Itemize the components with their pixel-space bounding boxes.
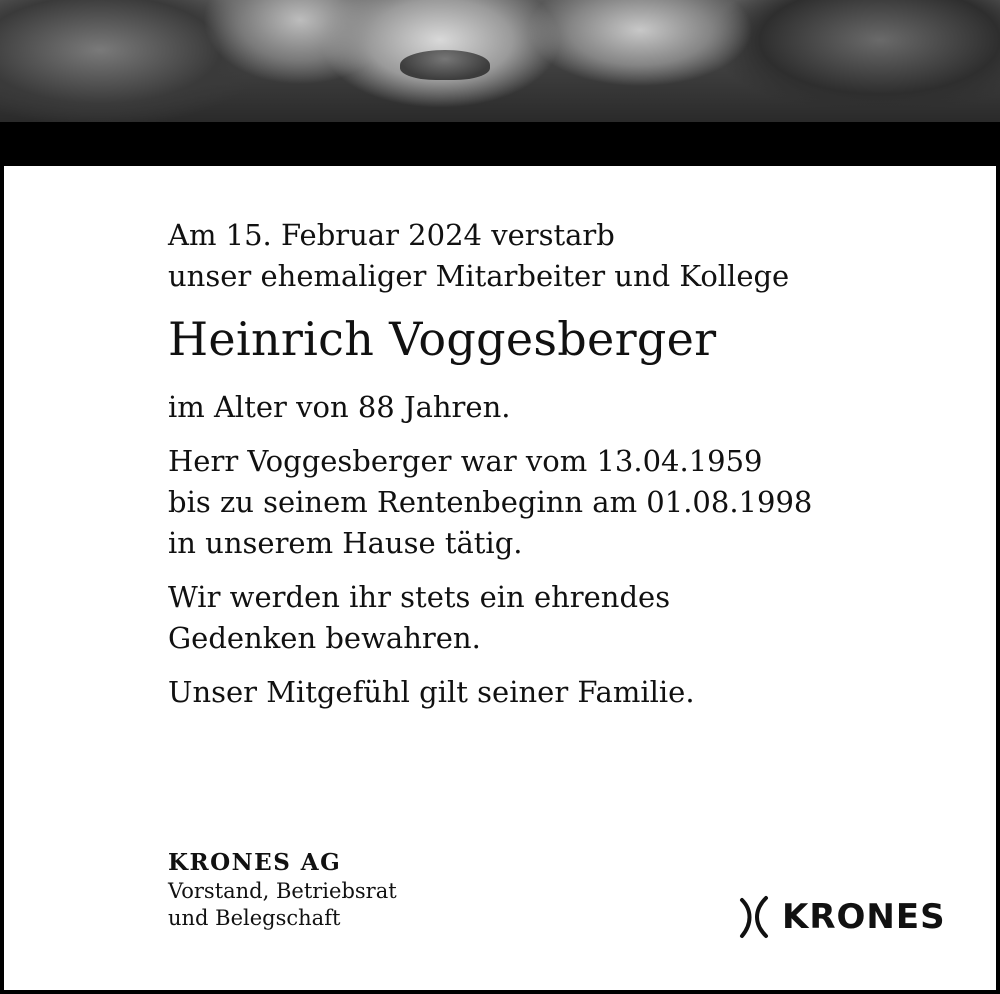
career-line-3: in unserem Hause tätig. xyxy=(168,526,523,560)
krones-logo-icon xyxy=(736,892,776,942)
notice-body xyxy=(168,215,888,713)
company-name: KRONES AG xyxy=(168,849,342,876)
remembrance-line-1: Wir werden ihr stets ein ehrendes xyxy=(168,580,671,614)
deceased-name: Heinrich Voggesberger xyxy=(168,312,717,366)
border-bottom xyxy=(0,990,1000,994)
remembrance-block xyxy=(168,577,888,659)
signature-line-2: und Belegschaft xyxy=(168,906,341,930)
statue-closed-eye xyxy=(400,50,490,80)
signature-block xyxy=(168,848,397,932)
mourning-band xyxy=(0,122,1000,166)
signature-line-1: Vorstand, Betriebsrat xyxy=(168,879,397,903)
remembrance-line-2: Gedenken bewahren. xyxy=(168,621,481,655)
krones-logo xyxy=(736,892,946,942)
intro-line-1: Am 15. Februar 2024 verstarb xyxy=(168,218,615,252)
sympathy-line: Unser Mitgefühl gilt seiner Familie. xyxy=(168,675,695,709)
career-line-2: bis zu seinem Rentenbeginn am 01.08.1998 xyxy=(168,485,813,519)
intro-line-2: unser ehemaliger Mitarbeiter und Kollege xyxy=(168,259,790,293)
border-left xyxy=(0,166,4,994)
border-right xyxy=(996,166,1000,994)
logo-text: KRONES xyxy=(782,897,946,937)
intro-block xyxy=(168,215,888,297)
age-line: im Alter von 88 Jahren. xyxy=(168,390,511,424)
career-line-1: Herr Voggesberger war vom 13.04.1959 xyxy=(168,444,763,478)
statue-photo xyxy=(0,0,1000,122)
career-block xyxy=(168,441,888,564)
